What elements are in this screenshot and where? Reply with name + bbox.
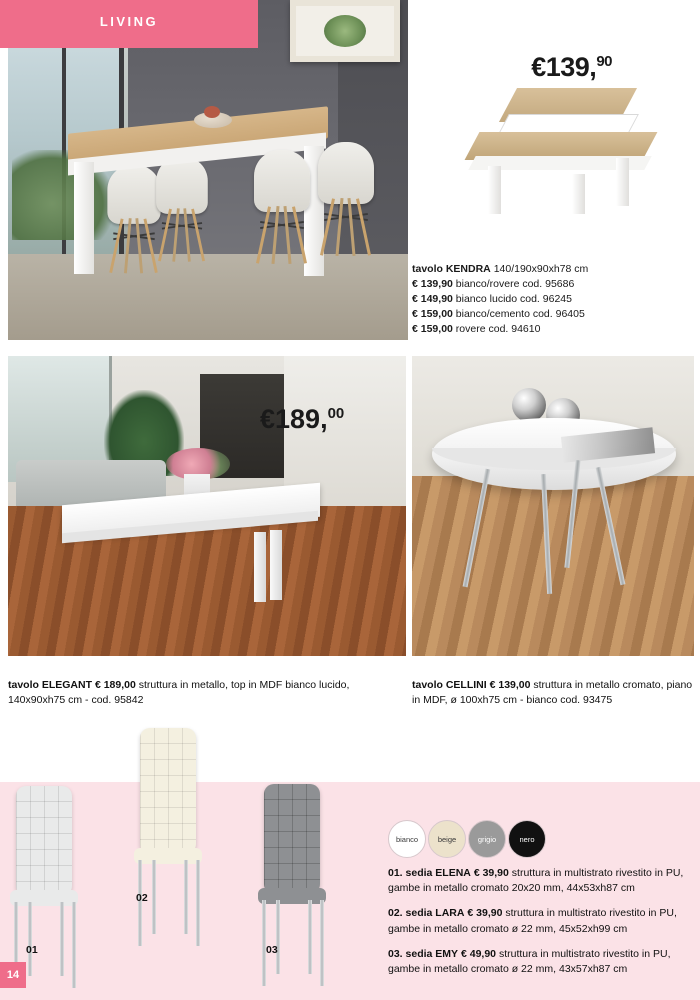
chair-legs [260, 206, 304, 266]
swatch-bianco: bianco [388, 820, 426, 858]
wall-picture-frame [290, 0, 400, 62]
elegant-price-callout [260, 404, 344, 435]
kendra-variant-desc: rovere cod. 94610 [455, 322, 541, 335]
chair-number-label: 03 [266, 944, 278, 956]
kendra-price-callout [531, 52, 612, 83]
chair-backrest [16, 786, 72, 896]
swatch-grigio: grigio [468, 820, 506, 858]
chair-leg [60, 902, 64, 976]
chair-leg [28, 902, 32, 976]
elegant-table-leg [254, 532, 266, 602]
color-swatch-row [388, 820, 548, 860]
chair-spec-name: sedia ELENA [405, 867, 471, 879]
chair-spec-price: € 39,90 [467, 907, 503, 920]
chair-leg [196, 860, 200, 946]
kendra-title: tavolo KENDRA [412, 263, 491, 275]
chair-legs [162, 208, 202, 263]
kendra-cutout-leg [488, 166, 501, 214]
chair-leg [152, 860, 156, 934]
section-tab-label: LIVING [99, 14, 159, 29]
elegant-price-cents: 00 [327, 405, 345, 422]
chair-spec-num: 03. [388, 947, 403, 960]
chair-spec-item [388, 947, 688, 977]
kendra-price-main: €139, [531, 52, 597, 82]
swatch-nero: nero [508, 820, 546, 858]
chair-number-label: 01 [26, 944, 38, 956]
kendra-variant-desc: bianco/rovere cod. 95686 [455, 277, 575, 290]
kendra-variant-desc: bianco lucido cod. 96245 [455, 292, 572, 305]
elegant-caption [8, 678, 406, 708]
chair-backrest [140, 728, 196, 854]
section-tab-living [0, 0, 258, 48]
kendra-variant-row [412, 292, 694, 307]
hero-floor [8, 254, 408, 340]
kendra-cutout-leg [616, 158, 629, 206]
kendra-variant-row [412, 307, 694, 322]
chair-shell [318, 142, 374, 204]
kendra-price-cents: 90 [596, 53, 612, 70]
decor-fruit [204, 106, 220, 118]
kendra-cutout-leg [572, 174, 585, 214]
chair-backrest [264, 784, 320, 894]
elegant-room-photo [8, 356, 406, 656]
chair-spec-desc: struttura in multistrato rivestito in PU, gambe in metallo cromato 20x20 mm, 44x53xh87 cm [388, 867, 684, 895]
chair-spec-price: € 49,90 [460, 947, 497, 960]
elegant-table-leg [270, 530, 282, 600]
kendra-spec-block [412, 262, 694, 337]
decor-sphere [512, 388, 546, 422]
kendra-variant-price: € 149,90 [412, 292, 453, 305]
chair-spec-num: 02. [388, 907, 403, 920]
chair-leg [262, 900, 266, 986]
hero-chair [107, 165, 160, 279]
elegant-caption-price: € 189,00 [94, 679, 136, 691]
elegant-caption-desc: struttura in metallo, top in MDF bianco lucido, 140x90xh75 cm - cod. 95842 [8, 679, 350, 707]
kendra-dimensions: 140/190x90xh78 cm [493, 263, 589, 275]
chair-seat [134, 848, 202, 864]
cellini-caption [412, 678, 694, 708]
chair-spec-name: sedia LARA [405, 907, 465, 920]
chairs-spec-list [388, 866, 688, 987]
kendra-title-row [412, 262, 694, 277]
chair-number-label: 02 [136, 892, 148, 904]
kendra-table-leg [74, 162, 94, 274]
page-number: 14 [0, 962, 26, 988]
hero-chair [156, 157, 208, 267]
hero-chair [318, 142, 374, 262]
cellini-parquet-floor [412, 476, 694, 656]
kendra-variant-row [412, 277, 694, 292]
hero-chair [254, 150, 310, 270]
kendra-variant-price: € 139,90 [412, 277, 453, 290]
chair-shell [254, 150, 310, 212]
chair-leg [320, 900, 324, 986]
cellini-caption-desc: struttura in metallo cromato, piano in MDF, ø 100xh75 cm - bianco cod. 93475 [412, 679, 693, 707]
kendra-variant-row [412, 322, 694, 337]
chair-spec-name: sedia EMY [405, 947, 459, 960]
swatch-beige: beige [428, 820, 466, 858]
kendra-product-cutout [468, 88, 658, 218]
chair-shell [107, 165, 160, 224]
chair-leg [184, 860, 188, 934]
chair-seat [258, 888, 326, 904]
kendra-variant-desc: bianco/cemento cod. 96405 [455, 307, 585, 320]
chair-leg [72, 902, 76, 988]
chair-spec-item [388, 906, 688, 936]
chair-spec-num: 01. [388, 867, 403, 879]
chair-spec-item [388, 866, 688, 896]
kendra-variant-price: € 159,00 [412, 322, 453, 335]
cellini-room-photo [412, 356, 694, 656]
chair-spec-desc: struttura in multistrato rivestito in PU, gambe in metallo cromato ø 22 mm, 43x57xh87 cm [388, 947, 671, 976]
picture-plant-motif [324, 15, 366, 47]
chair-leg [308, 900, 312, 974]
elegant-caption-name: tavolo ELEGANT [8, 679, 93, 691]
cellini-caption-name: tavolo CELLINI [412, 679, 487, 691]
elegant-price-main: €189, [260, 404, 328, 434]
chair-legs [324, 198, 368, 258]
chair-legs [113, 218, 155, 275]
chair-leg [276, 900, 280, 974]
chair-seat [10, 890, 78, 906]
cellini-caption-price: € 139,00 [489, 679, 531, 691]
kendra-variant-price: € 159,00 [412, 307, 453, 320]
chair-spec-desc: struttura in multistrato rivestito in PU, gambe in metallo cromato ø 22 mm, 45x52xh99 cm [388, 907, 677, 935]
kendra-room-photo [8, 0, 408, 340]
chair-spec-price: € 39,90 [473, 867, 509, 879]
